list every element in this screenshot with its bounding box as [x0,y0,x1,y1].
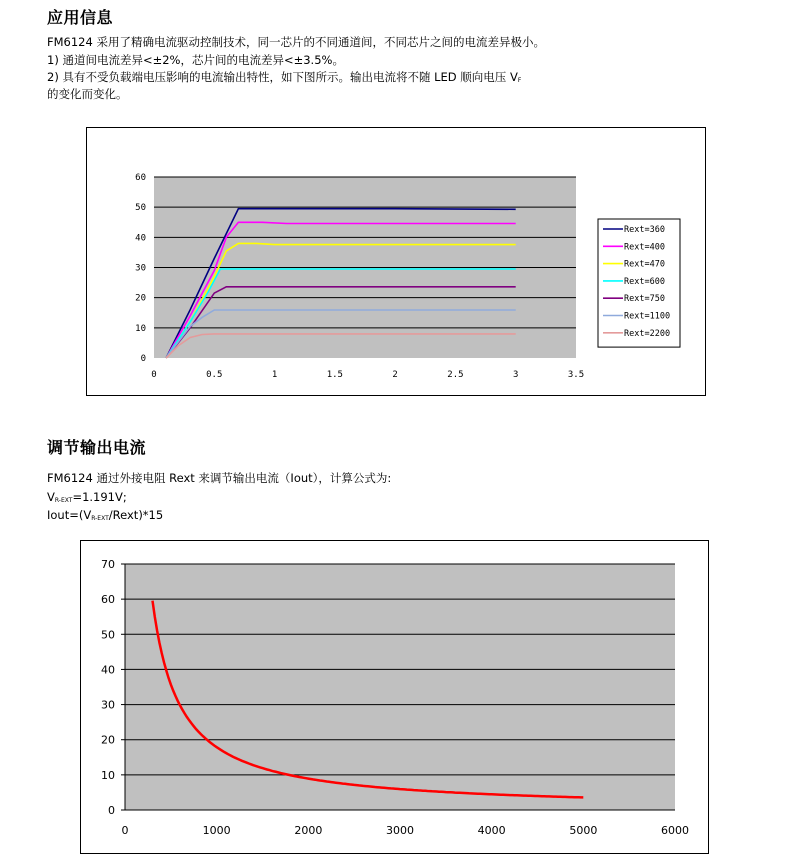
chart1-legend-label: Rext=750 [624,294,665,305]
chart2-x-tick-label: 1000 [202,824,231,837]
chart2-y-tick-label: 20 [101,733,115,747]
chart1-x-tick-label: 1 [271,370,278,380]
chart1-x-tick-label: 0 [151,370,157,380]
chart2-x-tick-label: 2000 [294,824,323,837]
chart2-x-tick-label: 0 [121,824,129,837]
chart1-legend-label: Rext=360 [624,225,665,235]
chart1-svg [87,128,705,395]
formula-iout-pre: Iout=(V [47,508,92,522]
chart2-y-tick-label: 70 [101,558,115,571]
chart-rext-vs-iout [80,540,709,854]
formula-vrext-post: =1.191V; [72,490,127,504]
formula-vrext-pre: V [47,490,55,504]
chart2-plot-area [125,564,675,810]
formula-iout-post: /Rext)*15 [108,508,164,522]
chart2-x-tick-label: 6000 [661,824,689,837]
chart1-y-tick-label: 10 [135,323,146,334]
chart2-y-tick-label: 40 [101,663,115,677]
chart1-x-tick-label: 2.5 [447,370,464,380]
formula-vrext-sub: R-EXT [54,497,73,504]
chart1-x-tick-label: 1.5 [326,370,343,380]
chart2-y-tick-label: 30 [101,698,115,712]
chart2-x-tick-label: 3000 [386,824,414,837]
chart1-y-tick-label: 50 [135,203,146,214]
formula-iout [47,508,163,526]
chart1-y-tick-label: 40 [135,233,146,244]
chart1-x-tick-label: 2 [392,370,398,380]
chart1-legend-label: Rext=1100 [624,311,671,322]
chart2-svg [81,541,708,853]
vf-subscript: F [517,77,522,84]
chart2-x-tick-label: 5000 [569,824,598,837]
list-item-load-voltage-text: 2) 具有不受负载端电压影响的电流输出特性，如下图所示。输出电流将不随 LED 顺向电压 V [47,70,518,84]
chart1-x-tick-label: 3 [513,370,519,380]
section-title-adjust-output-current: 调节输出电流 [47,438,147,457]
chart2-y-tick-label: 10 [101,768,115,782]
chart1-legend-label: Rext=400 [624,242,665,253]
paragraph-rext-formula-intro: FM6124 通过外接电阻 Rext 来调节输出电流（Iout），计算公式为: [47,471,392,485]
chart1-y-tick-label: 20 [135,293,146,304]
list-item-load-voltage [47,70,521,88]
paragraph-precision-current: FM6124 采用了精确电流驱动控制技术，同一芯片的不同通道间，不同芯片之间的电流差异极小。 [47,35,545,49]
list-item-load-voltage-cont: 的变化而变化。 [47,87,128,101]
chart1-y-tick-label: 0 [140,354,146,364]
chart2-x-tick-label: 4000 [477,824,506,837]
chart1-y-tick-label: 30 [135,263,146,274]
section-title-application-info: 应用信息 [47,8,114,27]
chart2-y-tick-label: 60 [101,593,115,607]
chart1-x-tick-label: 3.5 [567,370,585,380]
chart1-y-tick-label: 60 [135,173,146,183]
chart-vf-vs-iout [86,127,706,396]
chart2-y-tick-label: 0 [108,804,115,817]
formula-iout-sub: R-EXT [91,515,109,522]
formula-vrext [47,490,127,508]
chart1-legend-label: Rext=470 [624,259,665,270]
chart1-legend-label: Rext=2200 [624,328,671,339]
chart2-y-tick-label: 50 [101,628,115,642]
chart1-legend-label: Rext=600 [624,276,665,287]
list-item-current-difference: 1) 通道间电流差异<±2%，芯片间的电流差异<±3.5%。 [47,53,344,67]
chart1-x-tick-label: 0.5 [206,370,223,380]
